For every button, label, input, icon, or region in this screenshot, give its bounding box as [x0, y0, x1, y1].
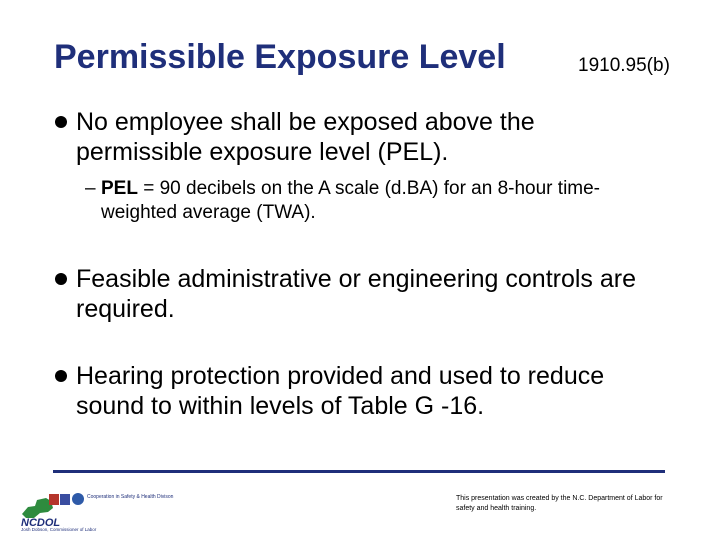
- footer-credit: This presentation was created by the N.C. Department of Labor for safety and health training.: [456, 495, 663, 512]
- logo-commissioner: Josh Dobson, Commissioner of Labor: [21, 527, 97, 532]
- seal-icon: [60, 494, 70, 505]
- bullet-text: Hearing protection provided and used to reduce sound to within levels of Table G -16.: [76, 362, 605, 420]
- ncdol-logo: [20, 488, 174, 532]
- bullet-item-controls: [55, 264, 675, 324]
- hardhat-icon: [72, 493, 84, 505]
- seal-icon: [49, 494, 59, 505]
- logo-acronym: NCDOL: [21, 517, 61, 529]
- bullet-item-pel: [55, 107, 615, 167]
- logo-tagline: Cooperation in Safety & Health Divison: [87, 494, 174, 500]
- bullet-dot-icon: [55, 116, 67, 128]
- bullet-dot-icon: [55, 273, 67, 285]
- sub-bullet-term: PEL: [101, 178, 138, 199]
- sub-bullet-text: [101, 177, 625, 225]
- nc-state-shape-icon: [22, 498, 53, 518]
- bullet-text: Feasible administrative or engineering controls are required.: [76, 265, 637, 323]
- bullet-item-hearing-protection: [55, 361, 635, 421]
- footer-divider: [53, 470, 665, 473]
- standard-reference: 1910.95(b): [578, 55, 670, 76]
- bullet-dot-icon: [55, 370, 67, 382]
- bullet-text: No employee shall be exposed above the permissible exposure level (PEL).: [76, 108, 535, 166]
- slide-title: Permissible Exposure Level: [54, 38, 506, 76]
- dash-icon: –: [85, 178, 96, 199]
- sub-bullet-body: = 90 decibels on the A scale (d.BA) for an 8-hour time-weighted average (TWA).: [101, 178, 601, 223]
- sub-bullet-pel-definition: [85, 177, 625, 225]
